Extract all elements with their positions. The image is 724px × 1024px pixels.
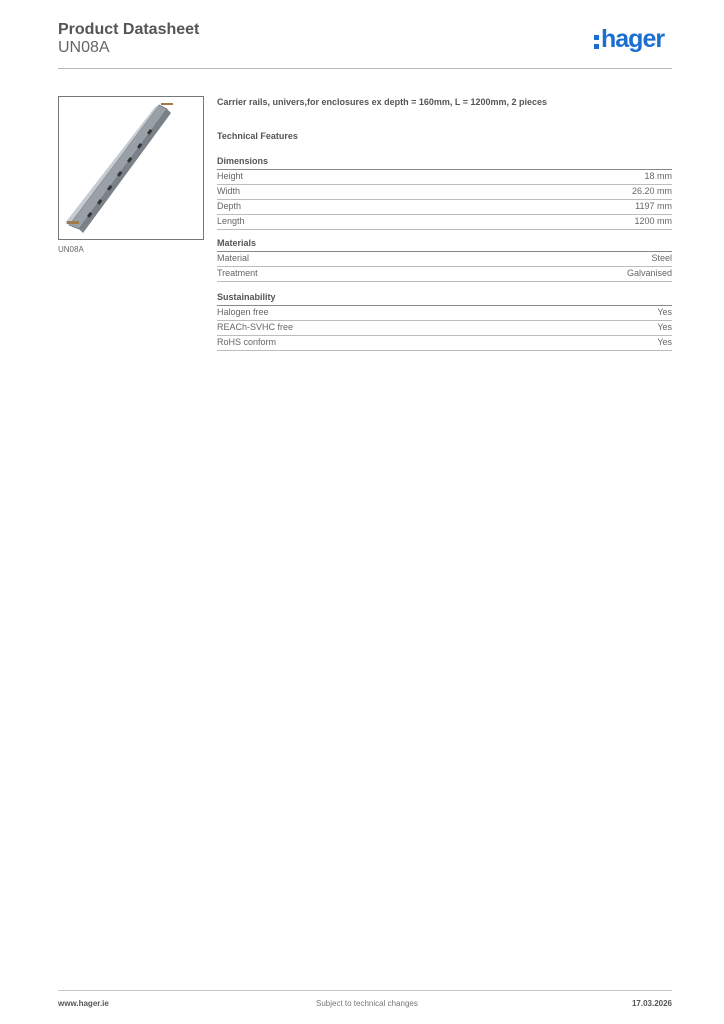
spec-value: 1200 mm bbox=[634, 216, 672, 226]
product-description: Carrier rails, univers,for enclosures ex depth = 160mm, L = 1200mm, 2 pieces bbox=[217, 97, 547, 107]
spec-label: Width bbox=[217, 186, 241, 196]
header-divider bbox=[58, 68, 672, 69]
section-sustainability bbox=[217, 292, 672, 351]
spec-label: RoHS conform bbox=[217, 337, 277, 347]
section-title: Materials bbox=[217, 238, 257, 248]
section-title: Sustainability bbox=[217, 292, 276, 302]
logo-text: hager bbox=[601, 25, 665, 53]
spec-row bbox=[217, 215, 672, 230]
spec-row bbox=[217, 321, 672, 336]
spec-value: 26.20 mm bbox=[631, 186, 672, 196]
footer-website-link[interactable]: www.hager.ie bbox=[58, 999, 109, 1008]
spec-label: Material bbox=[217, 253, 250, 263]
spec-row bbox=[217, 306, 672, 321]
section-materials bbox=[217, 238, 672, 282]
carrier-rail-icon bbox=[59, 97, 203, 239]
spec-value: Steel bbox=[651, 253, 672, 263]
footer-notice: Subject to technical changes bbox=[316, 999, 418, 1008]
spec-row bbox=[217, 252, 672, 267]
image-caption: UN08A bbox=[58, 245, 84, 254]
spec-row bbox=[217, 200, 672, 215]
product-image bbox=[58, 96, 204, 240]
spec-value: Yes bbox=[657, 337, 672, 347]
spec-row bbox=[217, 267, 672, 282]
section-dimensions bbox=[217, 156, 672, 230]
spec-value: 18 mm bbox=[644, 171, 672, 181]
spec-row bbox=[217, 185, 672, 200]
spec-value: 1197 mm bbox=[635, 201, 672, 211]
spec-label: Length bbox=[217, 216, 245, 226]
spec-label: Halogen free bbox=[217, 307, 269, 317]
spec-row bbox=[217, 336, 672, 351]
spec-label: Depth bbox=[217, 201, 242, 211]
spec-row bbox=[217, 170, 672, 185]
logo-colon-icon bbox=[594, 35, 599, 53]
spec-value: Yes bbox=[657, 307, 672, 317]
footer-date: 17.03.2026 bbox=[631, 999, 672, 1008]
technical-features-heading: Technical Features bbox=[217, 131, 298, 141]
spec-label: Height bbox=[217, 171, 244, 181]
product-code: UN08A bbox=[58, 39, 110, 56]
page-title: Product Datasheet bbox=[58, 21, 200, 38]
spec-value: Galvanised bbox=[626, 268, 672, 278]
section-title: Dimensions bbox=[217, 156, 269, 166]
spec-value: Yes bbox=[657, 322, 672, 332]
footer-divider bbox=[58, 990, 672, 991]
spec-label: REACh-SVHC free bbox=[217, 322, 294, 332]
spec-label: Treatment bbox=[217, 268, 258, 278]
